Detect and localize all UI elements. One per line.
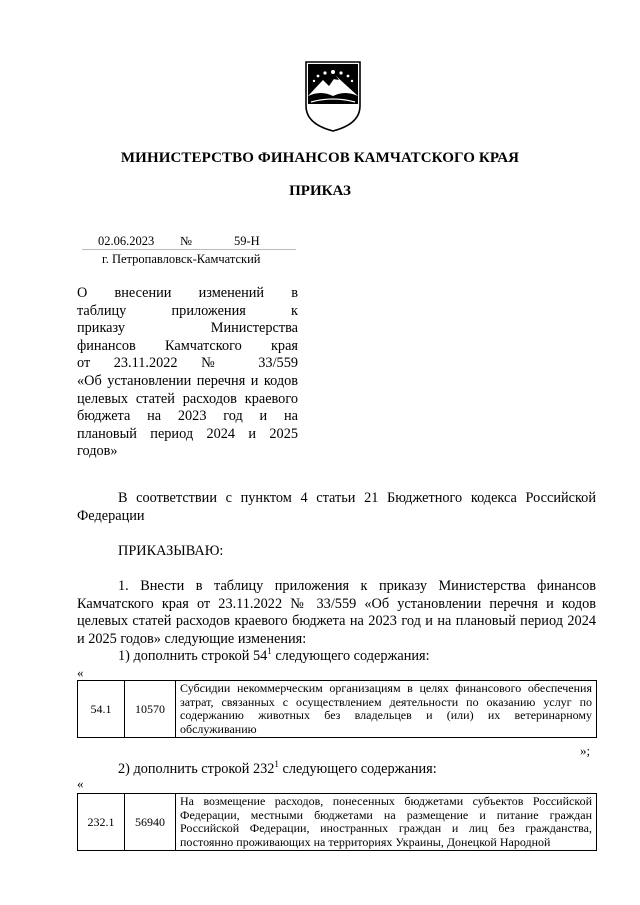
codes-table-1 — [77, 680, 597, 738]
basis-paragraph: В соответствии с пунктом 4 статьи 21 Бюджетного кодекса Российской Федерации — [77, 490, 596, 524]
subject-line: от 23.11.2022 № 33/559 — [77, 355, 298, 372]
description-cell: Субсидии некоммерческим организациям в целях финансового обеспечения затрат, связанных с осуществлением деятельности по оказанию услуг по содержанию животных без владельцев и (или) их ветеринарному обслуживанию — [176, 681, 597, 738]
kamchatka-emblem-icon — [303, 60, 363, 133]
subitem-2-text: 2) дополнить строкой 232 — [118, 761, 275, 777]
document-type: ПРИКАЗ — [289, 183, 351, 199]
subject-line: бюджета на 2023 год и на — [77, 408, 298, 425]
subject-line: целевых статей расходов краевого — [77, 390, 298, 407]
subject-line: О внесении изменений в — [77, 285, 298, 301]
order-city: г. Петропавловск-Камчатский — [102, 252, 261, 266]
subitem-1-sup: 1 — [267, 646, 272, 657]
subitem-2-tail: следующего содержания: — [278, 761, 437, 777]
row-number-cell: 54.1 — [78, 681, 125, 738]
subject-line: приказу Министерства — [77, 320, 298, 337]
item-1-paragraph: 1. Внести в таблицу приложения к приказу Министерства финансов Камчатского края от 23.11.2022 № 33/559 «Об установлении перечня и кодов целевых статей расходов краевого бюджета на 2023 год и на плановый период 2024 и 2025 годов» следующие изменения: — [77, 578, 596, 647]
order-subject — [77, 285, 298, 461]
open-quote: « — [77, 776, 84, 791]
table-row — [78, 794, 597, 851]
order-word: ПРИКАЗЫВАЮ: — [118, 543, 224, 559]
order-number: 59-Н — [234, 234, 260, 248]
code-cell: 10570 — [125, 681, 176, 738]
ministry-title: МИНИСТЕРСТВО ФИНАНСОВ КАМЧАТСКОГО КРАЯ — [120, 150, 520, 166]
description-cell: На возмещение расходов, понесенных бюджетами субъектов Российской Федерации, местными бюджетами на размещение и питание граждан Российской Федерации, иностранных граждан и лиц без гражданства, постоянно проживающих на территориях Украины, Донецкой Народной — [176, 794, 597, 851]
row-number-cell: 232.1 — [78, 794, 125, 851]
table-row — [78, 681, 597, 738]
open-quote: « — [77, 665, 84, 680]
subject-line: плановый период 2024 и 2025 — [77, 425, 298, 442]
subitem-2 — [77, 761, 596, 779]
subject-line: таблицу приложения к — [77, 302, 298, 319]
subitem-1 — [77, 648, 596, 666]
code-cell: 56940 — [125, 794, 176, 851]
subitem-1-tail: следующего содержания: — [271, 648, 430, 664]
number-sign: № — [180, 234, 192, 248]
close-quote: »; — [580, 743, 591, 758]
codes-table-2 — [77, 793, 597, 851]
requisites-line — [82, 233, 296, 250]
subitem-1-text: 1) дополнить строкой 54 — [118, 648, 268, 664]
subitem-2-sup: 1 — [274, 759, 279, 770]
subject-line: финансов Камчатского края — [77, 337, 298, 354]
order-date: 02.06.2023 — [98, 234, 155, 248]
subject-line: годов» — [77, 443, 118, 460]
subject-line: «Об установлении перечня и кодов — [77, 372, 298, 389]
requisites-block — [82, 233, 296, 266]
